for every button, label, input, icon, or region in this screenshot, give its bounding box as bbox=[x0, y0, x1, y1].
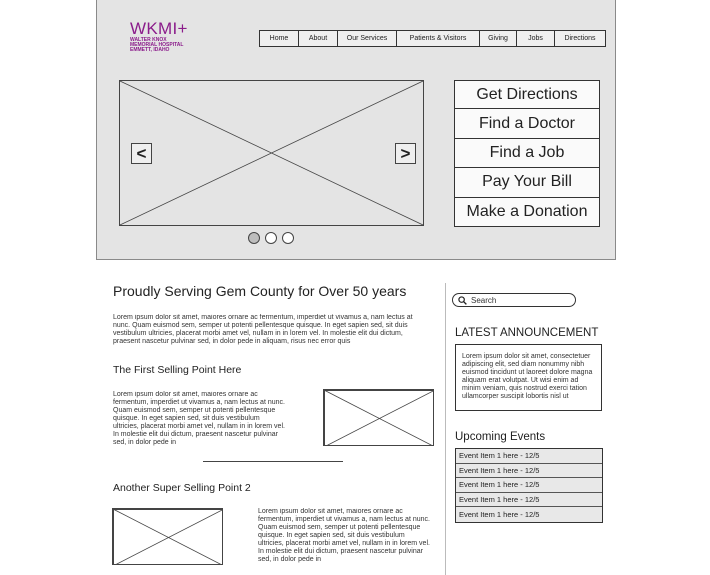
pay-your-bill-button[interactable]: Pay Your Bill bbox=[454, 168, 600, 197]
event-item[interactable]: Event Item 1 here - 12/5 bbox=[456, 464, 602, 479]
slider-pagination bbox=[248, 232, 294, 244]
selling-point-2-image-placeholder bbox=[112, 508, 223, 565]
slider-next-button[interactable]: > bbox=[395, 143, 416, 164]
get-directions-button[interactable]: Get Directions bbox=[454, 80, 600, 109]
nav-our-services[interactable]: Our Services bbox=[338, 31, 397, 46]
selling-point-1-text: Lorem ipsum dolor sit amet, maiores ornare ac fermentum, imperdiet ut vivamus a, nam lectus at nunc. Quam euismod sem, semper ut potenti pellentesque quisque. In eget sapien sed, sit duis vestibulum ultricies, placerat morbi amet vel, nullam in in lorem vel. In molestie elit dui dictum, praesent nascetur pulvinar sed, in dolor pede in bbox=[113, 391, 285, 446]
selling-point-1-title: The First Selling Point Here bbox=[113, 364, 242, 376]
selling-point-2-text: Lorem ipsum dolor sit amet, maiores ornare ac fermentum, imperdiet ut vivamus a, nam lectus at nunc. Quam euismod sem, semper ut potenti pellentesque quisque. In eget sapien sed, sit duis vestibulum ultricies, placerat morbi amet vel, nullam in in lorem vel. In molestie elit dui dictum, praesent nascetur pulvinar sed, in dolor pede in bbox=[258, 508, 430, 563]
find-a-doctor-button[interactable]: Find a Doctor bbox=[454, 109, 600, 138]
sidebar-divider bbox=[445, 283, 446, 575]
slider-dot-2[interactable] bbox=[265, 232, 277, 244]
logo-subline-2: MEMORIAL HOSPITAL bbox=[130, 42, 184, 48]
logo-subline-1: WALTER KNOX bbox=[130, 37, 167, 43]
quick-links bbox=[454, 80, 600, 227]
slider-dot-3[interactable] bbox=[282, 232, 294, 244]
section-divider bbox=[203, 461, 343, 462]
nav-directions[interactable]: Directions bbox=[564, 35, 596, 42]
announcement-box bbox=[455, 344, 602, 411]
event-item[interactable]: Event Item 1 here - 12/5 bbox=[456, 478, 602, 493]
page-title: Proudly Serving Gem County for Over 50 years bbox=[113, 283, 407, 299]
nav-giving[interactable]: Giving bbox=[480, 31, 517, 46]
site-logo[interactable] bbox=[130, 20, 188, 53]
nav-patients-visitors[interactable]: Patients & Visitors bbox=[397, 31, 480, 46]
slider-dot-1[interactable] bbox=[248, 232, 260, 244]
logo-wordmark: WKMI+ bbox=[130, 19, 188, 38]
slide-image-placeholder bbox=[120, 81, 423, 225]
nav-about[interactable]: About bbox=[299, 31, 338, 46]
announcement-text: Lorem ipsum dolor sit amet, consectetuer adipiscing elit, sed diam nonummy nibh euismod tincidunt ut laoreet dolore magna aliquam erat volutpat. Ut wisi enim ad minim veniam, quis nostrud exerci tation ullamcorper suscipit lobortis nisl ut bbox=[462, 353, 593, 400]
image-slideshow[interactable] bbox=[119, 80, 424, 226]
events-list bbox=[455, 448, 603, 523]
selling-point-1-image-placeholder bbox=[323, 389, 434, 446]
nav-home[interactable]: Home bbox=[260, 31, 299, 46]
intro-paragraph: Lorem ipsum dolor sit amet, maiores ornare ac fermentum, imperdiet ut vivamus a, nam lectus at nunc. Quam euismod sem, semper ut potenti pellentesque quisque. In eget sapien sed, sit duis vestibulum ultricies, placerat morbi amet vel, nullam in in lorem vel. In molestie elit dui dictum, praesent nascetur pulvinar sed, in dolor pede in aliquam, risus nec error quis bbox=[113, 314, 413, 345]
search-input[interactable] bbox=[452, 293, 576, 307]
slider-prev-button[interactable]: < bbox=[131, 143, 152, 164]
make-a-donation-button[interactable]: Make a Donation bbox=[454, 198, 600, 227]
find-a-job-button[interactable]: Find a Job bbox=[454, 139, 600, 168]
site-header bbox=[96, 0, 616, 260]
event-item[interactable]: Event Item 1 here - 12/5 bbox=[456, 507, 602, 522]
search-icon bbox=[458, 296, 467, 305]
event-item[interactable]: Event Item 1 here - 12/5 bbox=[456, 449, 602, 464]
main-nav bbox=[259, 30, 606, 47]
announcement-heading: LATEST ANNOUNCEMENT bbox=[455, 327, 599, 339]
events-heading: Upcoming Events bbox=[455, 431, 546, 443]
selling-point-2-title: Another Super Selling Point 2 bbox=[113, 482, 251, 494]
search-placeholder: Search bbox=[471, 295, 497, 305]
event-item[interactable]: Event Item 1 here - 12/5 bbox=[456, 493, 602, 508]
logo-subline-3: EMMETT, IDAHO bbox=[130, 47, 170, 53]
nav-jobs[interactable]: Jobs bbox=[517, 31, 555, 46]
